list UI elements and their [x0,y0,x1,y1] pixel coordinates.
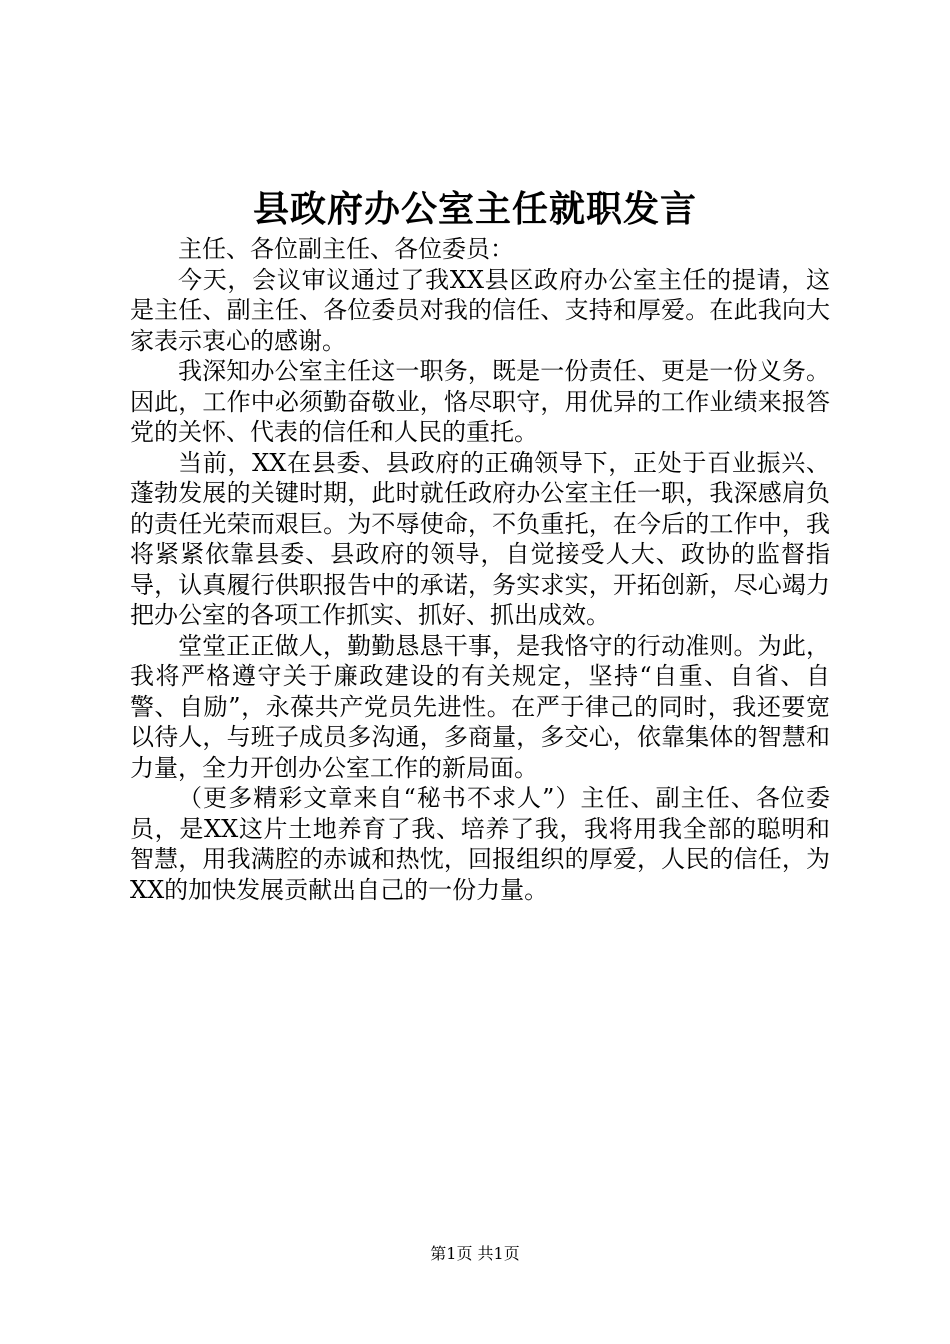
paragraph-2: 我深知办公室主任这一职务，既是一份责任、更是一份义务。因此，工作中必须勤奋敬业，恪尽职守，用优异的工作业绩来报答党的关怀、代表的信任和人民的重托。 [130,357,830,446]
paragraph-1: 今天，会议审议通过了我XX县区政府办公室主任的提请，这是主任、副主任、各位委员对我的信任、支持和厚爱。在此我向大家表示衷心的感谢。 [130,265,830,355]
document-body [130,234,830,905]
salutation: 主任、各位副主任、各位委员： [178,235,514,263]
document-title: 县政府办公室主任就职发言 [252,188,697,230]
paragraph-3: 当前，XX在县委、县政府的正确领导下，正处于百业振兴、蓬勃发展的关键时期，此时就任政府办公室主任一职，我深感肩负的责任光荣而艰巨。为不辱使命，不负重托，在今后的工作中，我将紧紧依靠县委、县政府的领导，自觉接受人大、政协的监督指导，认真履行供职报告中的承诺，务实求实，开拓创新，尽心竭力把办公室的各项工作抓实、抓好、抓出成效。 [130,448,830,629]
paragraph-4: 堂堂正正做人，勤勤恳恳干事，是我恪守的行动准则。为此，我将严格遵守关于廉政建设的有关规定，坚持“自重、自省、自警、自励”，永葆共产党员先进性。在严于律己的同时，我还要宽以待人，与班子成员多沟通，多商量，多交心，依靠集体的智慧和力量，全力开创办公室工作的新局面。 [130,631,830,782]
paragraph-5: （更多精彩文章来自“秘书不求人”）主任、副主任、各位委员，是XX这片土地养育了我、培养了我，我将用我全部的聪明和智慧，用我满腔的赤诚和热忱，回报组织的厚爱，人民的信任，为XX的加快发展贡献出自己的一份力量。 [130,784,830,904]
page-footer: 第1页 共1页 [430,1244,520,1263]
